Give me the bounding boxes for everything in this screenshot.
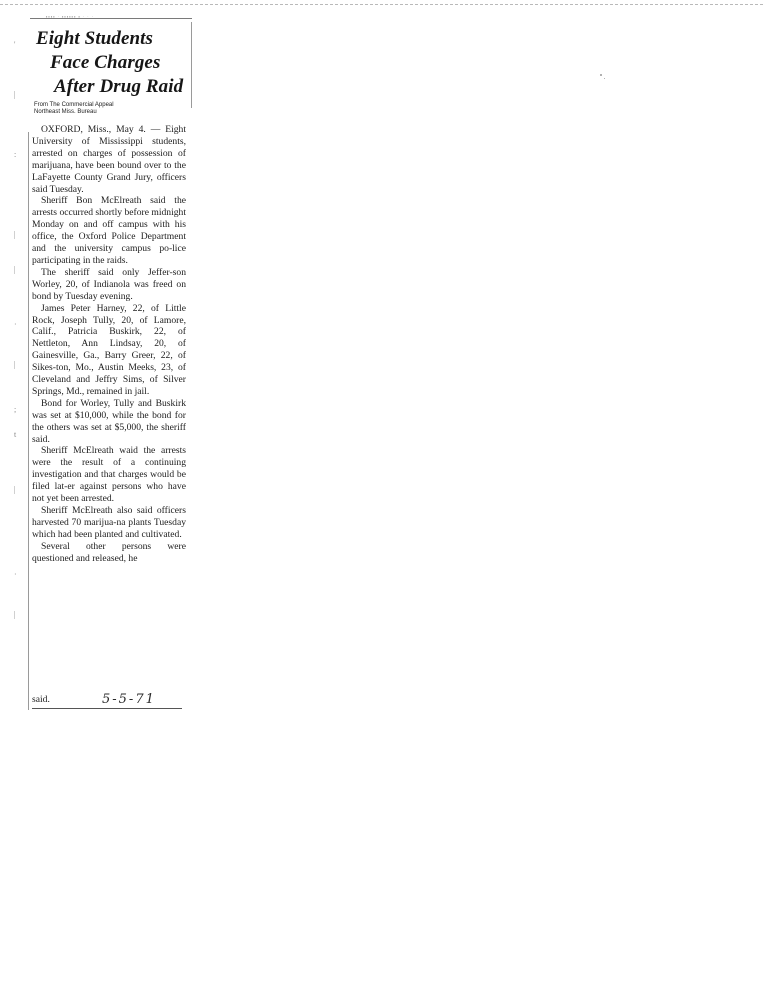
clipping-top-rule bbox=[30, 18, 192, 19]
page-top-dashed-border bbox=[0, 4, 763, 5]
handwritten-date: 5-5-71 bbox=[102, 692, 156, 707]
credit-bureau: Northeast Miss. Bureau bbox=[34, 109, 97, 115]
article-signoff bbox=[32, 694, 192, 710]
closing-word: said. bbox=[32, 694, 50, 705]
credit-source: From The Commercial Appeal bbox=[34, 102, 114, 108]
article-body bbox=[32, 124, 186, 565]
paragraph-in-jail: James Peter Harney, 22, of Little Rock, Joseph Tully, 20, of Lamore, Calif., Patricia Buskirk, 22, of Nettleton, Ann Lindsay, 20, of Gainesville, Ga., Barry Greer, 22, of Sikes-ton, Mo., Austin Meeks, 23, of Cleveland and Jeffry Sims, of Silver Springs, Md., remained in jail. bbox=[32, 302, 186, 397]
clipping-right-rule bbox=[191, 22, 192, 108]
headline-line-2: Face Charges bbox=[50, 52, 161, 73]
masthead-fragment: ▪▪▪▪ · ▪▪▪▪▪▪ ▪ · · · bbox=[46, 14, 94, 19]
scan-margin-marks: ' | : | | · | ; t | · | bbox=[14, 40, 17, 619]
paragraph-bond-release: The sheriff said only Jeffer-son Worley, 20, of Indianola was freed on bond by Tuesday evening. bbox=[32, 266, 186, 302]
headline-line-1: Eight Students bbox=[36, 28, 154, 49]
newspaper-clipping bbox=[26, 14, 192, 710]
headline-line-3: After Drug Raid bbox=[54, 76, 184, 97]
clipping-left-rule bbox=[28, 132, 29, 710]
scan-speck bbox=[604, 78, 605, 79]
paragraph-dateline: OXFORD, Miss., May 4. — Eight University of Mississippi students, arrested on charges of possession of marijuana, have been bound over to the LaFayette County Grand Jury, officers said Tuesday. bbox=[32, 124, 186, 195]
paragraph-plants: Sheriff McElreath also said officers harvested 70 marijua-na plants Tuesday which had been planted and cultivated. bbox=[32, 505, 186, 540]
scan-speck bbox=[600, 74, 602, 76]
paragraph-bond-amounts: Bond for Worley, Tully and Buskirk was set at $10,000, while the bond for the others was set at $5,000, the sheriff said. bbox=[32, 397, 186, 445]
paragraph-investigation: Sheriff McElreath waid the arrests were the result of a continuing investigation and that charges would be filed lat-er against persons who have not yet been arrested. bbox=[32, 445, 186, 505]
paragraph-arrests: Sheriff Bon McElreath said the arrests occurred shortly before midnight Monday on and off campus with his office, the Oxford Police Department and the university campus po-lice participating in the raids. bbox=[32, 195, 186, 266]
handwritten-underline bbox=[32, 708, 182, 709]
article-credit bbox=[34, 102, 184, 116]
paragraph-questioned: Several other persons were questioned and released, he bbox=[32, 540, 186, 564]
